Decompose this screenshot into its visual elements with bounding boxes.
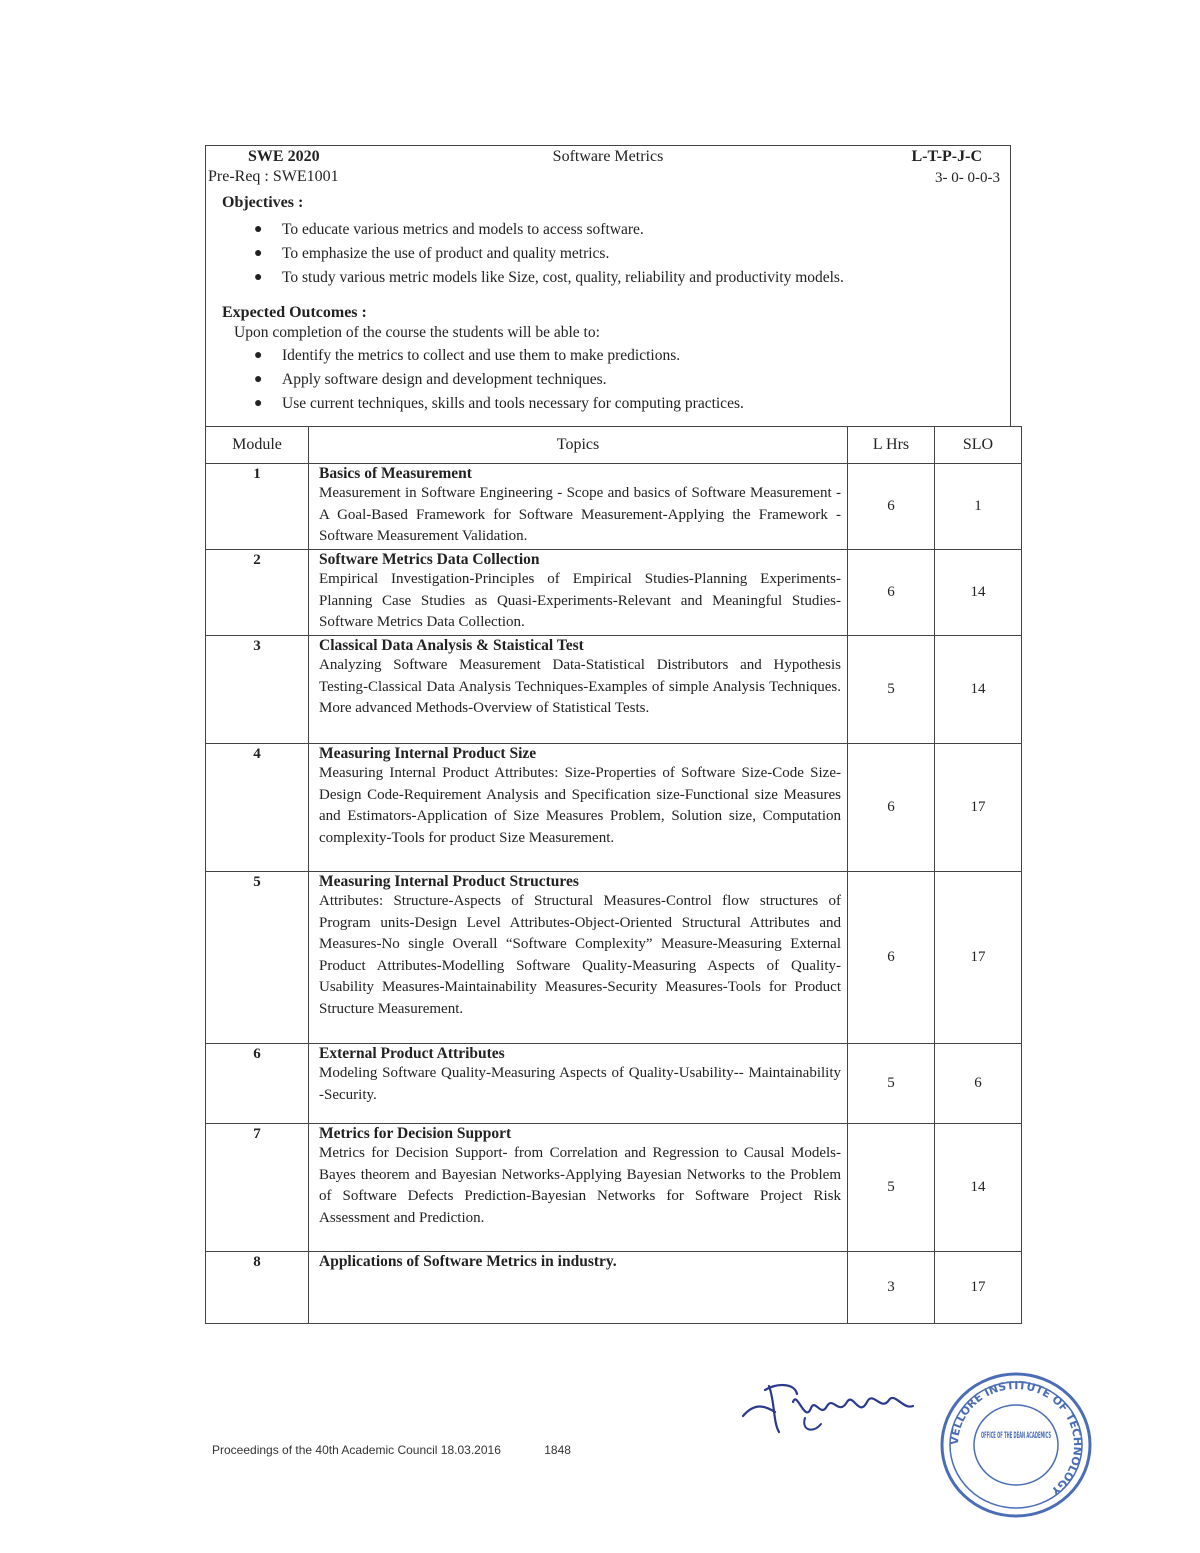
module-number: 8 (206, 1252, 309, 1324)
table-row (206, 744, 1022, 872)
bullet-icon: ● (254, 396, 263, 411)
module-slo: 14 (935, 1124, 1022, 1252)
module-number: 2 (206, 550, 309, 636)
bullet-icon: ● (254, 222, 263, 237)
module-number: 4 (206, 744, 309, 872)
module-slo: 17 (935, 1252, 1022, 1324)
objectives-title: Objectives : (222, 194, 304, 211)
objectives-outcomes-block (205, 194, 1011, 426)
module-number: 7 (206, 1124, 309, 1252)
table-row (206, 1252, 1022, 1324)
bullet-icon: ● (254, 246, 263, 261)
modules-table (205, 426, 1022, 1324)
course-prereq: Pre-Req : SWE1001 (208, 168, 339, 185)
module-slo: 1 (935, 464, 1022, 550)
seal-ring-text: VELLORE INSTITUTE OF TECHNOLOGY (947, 1378, 1085, 1498)
module-hours: 6 (848, 872, 935, 1044)
footer-page-number: 1848 (544, 1443, 571, 1457)
module-topics (309, 1044, 848, 1124)
module-number: 1 (206, 464, 309, 550)
module-slo: 17 (935, 744, 1022, 872)
bullet-icon: ● (254, 348, 263, 363)
course-code: SWE 2020 (248, 148, 320, 165)
module-number: 6 (206, 1044, 309, 1124)
course-title: Software Metrics (552, 148, 664, 165)
module-topics (309, 636, 848, 744)
module-body: Attributes: Structure-Aspects of Structural Measures-Control flow structures of Program units-Design Level Attributes-Object-Oriented Structural Attributes and Measures-No single Overall “Software Complexity” Measure-Measuring External Product Attributes-Modelling Software Quality-Measuring Aspects of Quality-Usability Measures-Maintainability Measures-Security Measures-Tools for Product Structure Measurement. (319, 893, 841, 1017)
module-number: 3 (206, 636, 309, 744)
module-title: Software Metrics Data Collection (319, 551, 540, 568)
ltpjc-value: 3- 0- 0-0-3 (935, 170, 1000, 186)
module-title: Metrics for Decision Support (319, 1125, 512, 1142)
table-row (206, 636, 1022, 744)
module-body: Empirical Investigation-Principles of Empirical Studies-Planning Experiments-Planning Case Studies as Quasi-Experiments-Relevant and Meaningful Studies-Software Metrics Data Collection. (319, 571, 841, 630)
module-hours: 6 (848, 744, 935, 872)
module-body: Measuring Internal Product Attributes: Size-Properties of Software Size-Code Size-Design Code-Requirement Analysis and Specification size-Functional size Measures and Estimators-Application of Size Measures Problem, Solution size, Computation complexity-Tools for product Size Measurement. (319, 765, 841, 846)
table-row (206, 1124, 1022, 1252)
objective-item: ● To study various metric models like Size, cost, quality, reliability and productivity models. (282, 266, 1002, 290)
module-body: Analyzing Software Measurement Data-Statistical Distributors and Hypothesis Testing-Classical Data Analysis Techniques-Examples of simple Analysis Techniques. More advanced Methods-Overview of Statistical Tests. (319, 657, 841, 716)
module-body: Measurement in Software Engineering - Scope and basics of Software Measurement - A Goal-Based Framework for Software Measurement-Applying the Framework - Software Measurement Validation. (319, 485, 841, 544)
module-slo: 14 (935, 550, 1022, 636)
header-topics: Topics (309, 427, 848, 464)
outcome-item: ● Apply software design and development techniques. (282, 368, 1002, 392)
module-body: Modeling Software Quality-Measuring Aspects of Quality-Usability-- Maintainability -Security. (319, 1065, 841, 1103)
office-seal-image (937, 1370, 1095, 1520)
module-title: External Product Attributes (319, 1045, 505, 1062)
module-topics (309, 550, 848, 636)
table-row (206, 550, 1022, 636)
signature-image (735, 1372, 925, 1442)
module-number: 5 (206, 872, 309, 1044)
module-title: Measuring Internal Product Size (319, 745, 537, 762)
module-topics (309, 744, 848, 872)
module-title: Applications of Software Metrics in industry. (319, 1253, 617, 1270)
module-topics (309, 1252, 848, 1324)
module-hours: 3 (848, 1252, 935, 1324)
module-hours: 5 (848, 1124, 935, 1252)
module-hours: 5 (848, 1044, 935, 1124)
outcome-item: ● Use current techniques, skills and tools necessary for computing practices. (282, 392, 1002, 416)
module-title: Basics of Measurement (319, 465, 472, 482)
module-topics (309, 464, 848, 550)
table-row (206, 1044, 1022, 1124)
outcomes-intro: Upon completion of the course the students will be able to: (234, 324, 600, 341)
bullet-icon: ● (254, 270, 263, 285)
table-row (206, 872, 1022, 1044)
seal-center-text: OFFICE OF THE DEAN ACADEMICS (981, 1431, 1051, 1441)
header-slo: SLO (935, 427, 1022, 464)
table-header-row (206, 427, 1022, 464)
course-header (205, 145, 1011, 194)
objective-item: ● To educate various metrics and models to access software. (282, 218, 1002, 242)
page-footer (212, 1443, 571, 1457)
module-slo: 17 (935, 872, 1022, 1044)
module-slo: 6 (935, 1044, 1022, 1124)
bullet-icon: ● (254, 372, 263, 387)
outcome-item: ● Identify the metrics to collect and use them to make predictions. (282, 344, 1002, 368)
ltpjc-label: L-T-P-J-C (911, 148, 982, 165)
objective-item: ● To emphasize the use of product and quality metrics. (282, 242, 1002, 266)
module-title: Classical Data Analysis & Staistical Test (319, 637, 584, 654)
outcomes-list (222, 344, 1002, 416)
syllabus-sheet (205, 145, 1011, 1324)
module-hours: 6 (848, 550, 935, 636)
module-body: Metrics for Decision Support- from Correlation and Regression to Causal Models- Bayes theorem and Bayesian Networks-Applying Bayesian Networks to the Problem of Software Defects Prediction-Bayesian Networks for Software Project Risk Assessment and Prediction. (319, 1145, 841, 1226)
footer-proceedings: Proceedings of the 40th Academic Council 18.03.2016 (212, 1443, 501, 1457)
objectives-list (222, 218, 1002, 290)
module-hours: 6 (848, 464, 935, 550)
module-topics (309, 1124, 848, 1252)
header-module: Module (206, 427, 309, 464)
module-topics (309, 872, 848, 1044)
module-hours: 5 (848, 636, 935, 744)
module-slo: 14 (935, 636, 1022, 744)
table-row (206, 464, 1022, 550)
header-lhrs: L Hrs (848, 427, 935, 464)
module-title: Measuring Internal Product Structures (319, 873, 579, 890)
outcomes-title: Expected Outcomes : (222, 304, 367, 321)
